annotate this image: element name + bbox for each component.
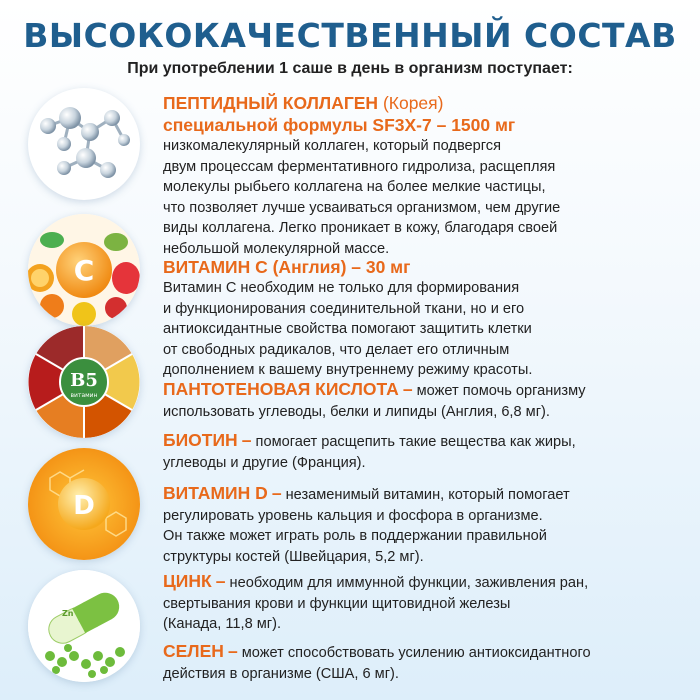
vitamin-d-heading: ВИТАМИН D: [163, 483, 268, 503]
page-subtitle: При употреблении 1 саше в день в организм поступает:: [127, 60, 573, 77]
zinc-heading: ЦИНК: [163, 571, 212, 591]
selenium-line: действия в организме (США, 6 мг).: [163, 665, 399, 682]
vitamin-d-letter: D: [73, 491, 95, 521]
zinc-capsule-icon: [28, 570, 140, 682]
vitamin-b5-letter: B5: [70, 370, 98, 391]
vitamin-d-sun-icon: [28, 448, 140, 560]
zinc-line: необходим для иммунной функции, заживления ран,: [229, 575, 589, 591]
vitamin-c-letter: C: [73, 254, 95, 287]
collagen-line: двум процессам ферментативного гидролиза, расщепляя: [163, 158, 556, 175]
vitamin-c-line: Витамин С необходим не только для формирования: [163, 280, 520, 296]
vitamin-c-line: антиоксидантные свойства помогают защитить клетки: [163, 321, 532, 337]
zinc-letter: Zn: [62, 609, 74, 618]
vitamin-d-section: [163, 483, 683, 567]
biotin-line: помогает расщепить такие вещества как жиры,: [255, 434, 576, 450]
vitamin-c-fruits-icon: [28, 214, 140, 326]
molecule-icon: [28, 88, 140, 200]
collagen-heading-formula: специальной формулы SF3X-7 – 1500 мг: [163, 115, 516, 135]
selenium-line: может способствовать усилению антиоксидантного: [241, 645, 591, 661]
vitamin-d-line: структуры костей (Швейцария, 5,2 мг).: [163, 548, 424, 565]
collagen-line: молекулы рыбьего коллагена на более мелкие частицы,: [163, 179, 546, 195]
selenium-section: [163, 641, 683, 684]
vitamin-d-line: незаменимый витамин, который помогает: [285, 487, 570, 503]
zinc-line: свертывания крови и функции щитовидной железы: [163, 595, 511, 612]
pantothenic-line: использовать углеводы, белки и липиды (Англия, 6,8 мг).: [163, 403, 550, 420]
biotin-line: углеводы и другие (Франция).: [163, 454, 366, 471]
collagen-line: виды коллагена. Легко проникает в кожу, благодаря своей: [163, 220, 558, 236]
vitamin-d-line: Он также может играть роль в поддержании правильной: [163, 528, 547, 544]
page-title: ВЫСОКОКАЧЕСТВЕННЫЙ СОСТАВ: [23, 16, 677, 55]
collagen-section: [163, 92, 683, 259]
biotin-section: [163, 430, 683, 473]
selenium-heading: СЕЛЕН: [163, 641, 224, 661]
collagen-heading-origin: (Корея): [382, 93, 444, 113]
collagen-line: низкомалекулярный коллаген, который подвергся: [163, 138, 501, 154]
zinc-line: (Канада, 11,8 мг).: [163, 616, 282, 632]
collagen-heading: [163, 92, 683, 114]
vitamin-c-heading: ВИТАМИН С (Англия) – 30 мг: [163, 257, 411, 277]
biotin-dash: –: [241, 430, 252, 450]
selenium-dash: –: [227, 641, 238, 661]
vitamin-d-dash: –: [271, 483, 282, 503]
vitamin-c-section: [163, 256, 683, 381]
vitamin-c-line: от свободных радикалов, что делает его отличным: [163, 341, 510, 358]
collagen-line: что позволяет лучше усваиваться организмом, чем другие: [163, 199, 561, 216]
pantothenic-section: [163, 379, 683, 422]
pantothenic-line: может помочь организму: [416, 383, 586, 399]
collagen-heading-main: ПЕПТИДНЫЙ КОЛЛАГЕН: [163, 93, 379, 113]
pantothenic-heading: ПАНТОТЕНОВАЯ КИСЛОТА: [163, 379, 399, 399]
biotin-heading: БИОТИН: [163, 430, 238, 450]
pantothenic-dash: –: [402, 379, 413, 399]
vitamin-d-line: регулировать уровень кальция и фосфора в организме.: [163, 507, 543, 524]
vitamin-b5-foods-icon: [28, 326, 140, 438]
vitamin-c-line: дополнением к вашему внутреннему режиму красоты.: [163, 362, 533, 378]
collagen-line: небольшой молекулярной массе.: [163, 240, 390, 257]
zinc-section: [163, 571, 683, 635]
vitamin-b5-caption: витамин: [70, 392, 98, 399]
zinc-dash: –: [215, 571, 226, 591]
vitamin-c-line: и функционирования соединительной ткани, но и его: [163, 300, 525, 317]
